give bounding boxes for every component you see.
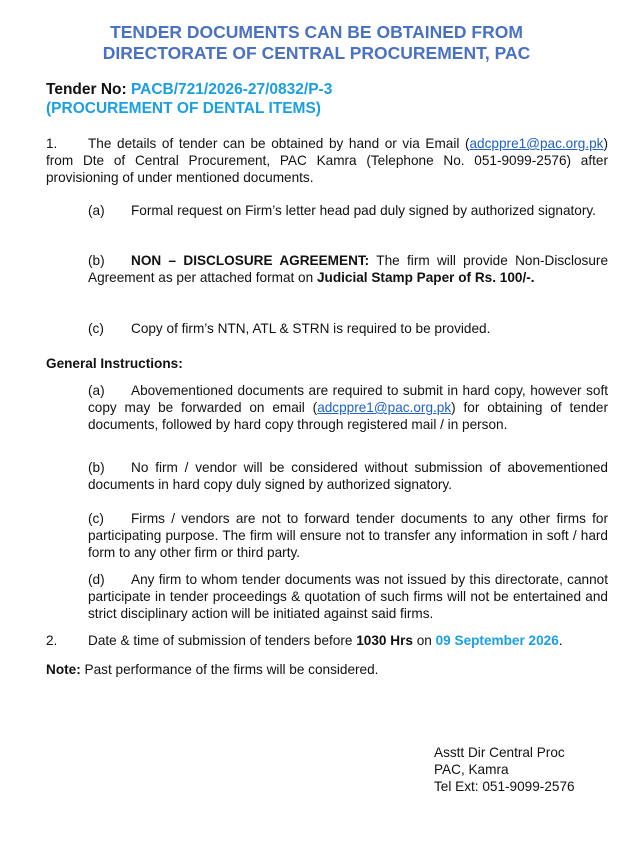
- document-item-b: [88, 252, 608, 286]
- tender-subject: (PROCUREMENT OF DENTAL ITEMS): [46, 100, 321, 117]
- item-bold-tail: Judicial Stamp Paper of Rs. 100/-.: [316, 270, 535, 285]
- signature-block: [434, 744, 575, 795]
- signature-line-3: Tel Ext: 051-9099-2576: [434, 779, 575, 794]
- paragraph-text: Date & time of submission of tenders before: [88, 633, 357, 648]
- item-text: Abovementioned documents are required to submit in hard copy, however soft copy may be forwarded on email (: [88, 383, 608, 415]
- tender-number: PACB/721/2026-27/0832/P-3: [130, 81, 333, 98]
- signature-line-2: PAC, Kamra: [434, 762, 509, 777]
- submission-time: 1030 Hrs: [356, 633, 413, 648]
- item-label: (a): [88, 203, 105, 218]
- title-line-1: TENDER DOCUMENTS CAN BE OBTAINED FROM: [110, 22, 523, 42]
- signature-line-1: Asstt Dir Central Proc: [434, 745, 565, 760]
- paragraph-text: on: [412, 633, 436, 648]
- paragraph-number: 2.: [46, 633, 58, 648]
- item-label: (b): [88, 253, 105, 268]
- document-item-a: [88, 202, 608, 219]
- paragraph-2: [46, 632, 608, 649]
- title-line-2: DIRECTORATE OF CENTRAL PROCUREMENT, PAC: [102, 43, 531, 63]
- tender-header: [46, 80, 606, 118]
- instruction-item-c: [88, 510, 608, 561]
- paragraph-text: .: [558, 633, 563, 648]
- item-label: (d): [88, 572, 105, 587]
- document-item-c: [88, 320, 608, 337]
- tender-label: Tender No:: [46, 81, 127, 98]
- paragraph-text: ) from Dte of Central Procurement, PAC Kamra (Telephone No. 051-9099-2576) after provisioning of under mentioned documents.: [46, 136, 608, 185]
- note: [46, 661, 608, 678]
- general-instructions-heading: General Instructions:: [46, 356, 183, 371]
- email-link[interactable]: adcppre1@pac.org.pk: [469, 136, 604, 151]
- item-text: No firm / vendor will be considered without submission of abovementioned documents in hard copy duly signed by authorized signatory.: [88, 460, 608, 492]
- paragraph-number: 1.: [46, 136, 58, 151]
- notice-title: [40, 22, 593, 64]
- item-label: (b): [88, 460, 105, 475]
- submission-date: 09 September 2026: [435, 633, 559, 648]
- note-label: Note:: [46, 662, 81, 677]
- item-text: ) for obtaining of tender documents, followed by hard copy through registered mail / in person.: [88, 400, 608, 432]
- item-label: (c): [88, 511, 104, 526]
- item-text: Firms / vendors are not to forward tender documents to any other firms for participating purpose. The firm will ensure not to transfer any information in soft / hard form to any other firm or third party.: [88, 511, 608, 560]
- item-label: (a): [88, 383, 105, 398]
- instruction-item-b: [88, 459, 608, 493]
- item-text: Any firm to whom tender documents was not issued by this directorate, cannot participate in tender proceedings & quotation of such firms will not be entertained and strict disciplinary action will be initiated against said firms.: [88, 572, 608, 621]
- instruction-item-a: [88, 382, 608, 433]
- email-link[interactable]: adcppre1@pac.org.pk: [317, 400, 452, 415]
- note-text: Past performance of the firms will be considered.: [80, 662, 379, 677]
- instruction-item-d: [88, 571, 608, 622]
- paragraph-1: [46, 135, 608, 186]
- item-text: Copy of firm’s NTN, ATL & STRN is required to be provided.: [131, 321, 491, 336]
- item-text: The firm will provide Non-Disclosure Agreement as per attached format on: [88, 253, 609, 285]
- item-bold-head: NON – DISCLOSURE AGREEMENT:: [131, 253, 370, 268]
- item-label: (c): [88, 321, 104, 336]
- paragraph-text: The details of tender can be obtained by hand or via Email (: [88, 136, 470, 151]
- item-text: Formal request on Firm’s letter head pad duly signed by authorized signatory.: [131, 203, 596, 218]
